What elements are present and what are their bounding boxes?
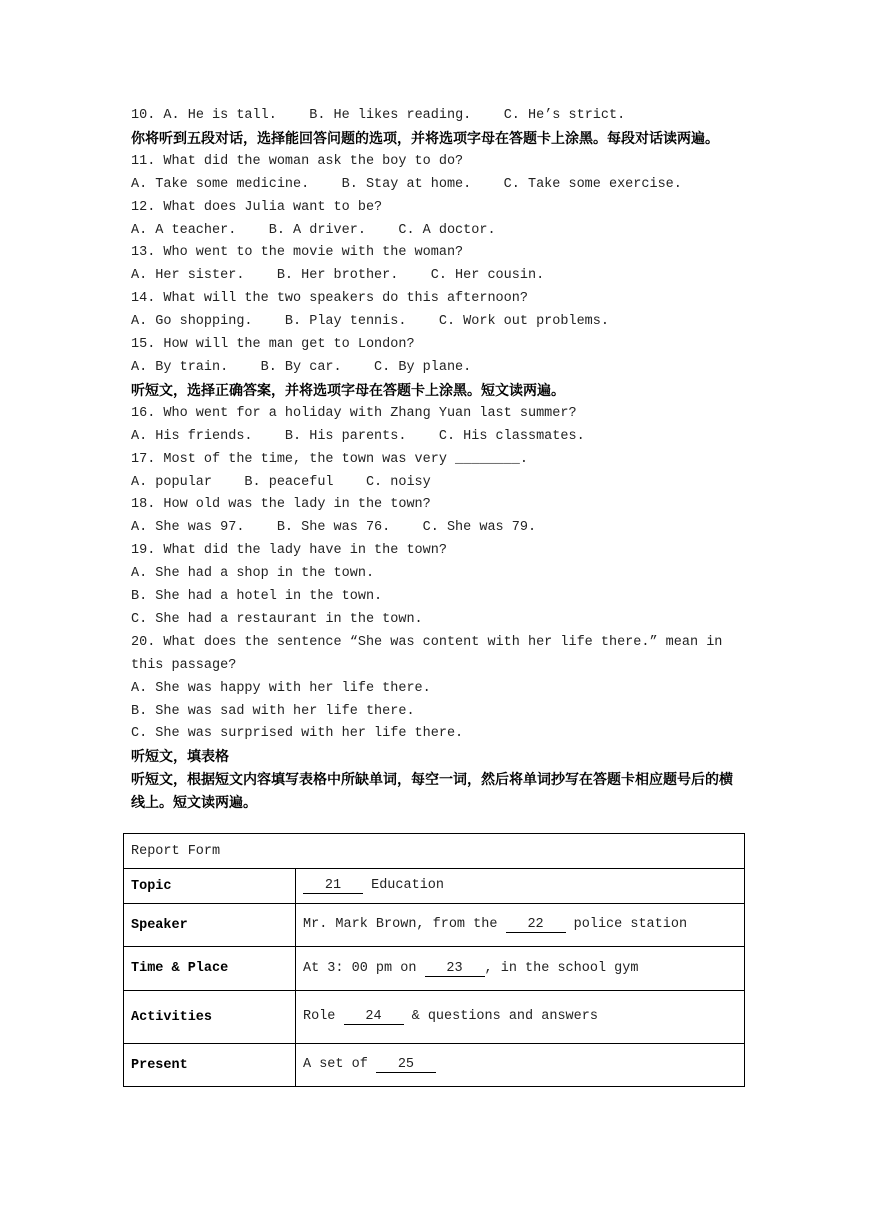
speaker-value: [296, 904, 745, 947]
report-form-title-row: [124, 834, 745, 869]
question-18: 18. How old was the lady in the town?: [131, 497, 431, 513]
report-form-title: Report Form: [124, 834, 745, 869]
activities-value: [296, 991, 745, 1044]
present-label: Present: [124, 1044, 296, 1087]
time-before: At 3: 00 pm on: [303, 960, 425, 976]
question-14: 14. What will the two speakers do this afternoon?: [131, 291, 528, 307]
blank-22: 22: [506, 917, 566, 933]
form-section-title: 听短文，填表格: [131, 749, 229, 766]
question-20-option-c: C. She was surprised with her life there.: [131, 726, 464, 742]
activities-row: [124, 991, 745, 1044]
speaker-label: Speaker: [124, 904, 296, 947]
question-15: 15. How will the man get to London?: [131, 337, 415, 353]
question-13-options: A. Her sister. B. Her brother. C. Her cousin.: [131, 268, 545, 284]
question-19-option-a: A. She had a shop in the town.: [131, 566, 375, 582]
question-15-options: A. By train. B. By car. C. By plane.: [131, 359, 472, 375]
question-10-options: 10. A. He is tall. B. He likes reading. C. He’s strict.: [131, 108, 626, 123]
time-place-row: [124, 947, 745, 991]
question-17-options: A. popular B. peaceful C. noisy: [131, 474, 431, 490]
dialogue-section-instruction: 你将听到五段对话，选择能回答问题的选项，并将选项字母在答题卡上涂黑。每段对话读两遍。: [131, 130, 719, 147]
question-14-options: A. Go shopping. B. Play tennis. C. Work out problems.: [131, 314, 609, 330]
blank-21: 21: [303, 878, 363, 894]
question-17: 17. Most of the time, the town was very ________.: [131, 451, 528, 467]
time-place-value: [296, 947, 745, 991]
question-11-options: A. Take some medicine. B. Stay at home. C. Take some exercise.: [131, 176, 682, 192]
present-value: [296, 1044, 745, 1087]
activities-label: Activities: [124, 991, 296, 1044]
passage-section-instruction: 听短文，选择正确答案，并将选项字母在答题卡上涂黑。短文读两遍。: [131, 382, 565, 399]
topic-value: [296, 869, 745, 904]
topic-after: Education: [363, 878, 445, 893]
question-12-options: A. A teacher. B. A driver. C. A doctor.: [131, 222, 496, 238]
speaker-before: Mr. Mark Brown, from the: [303, 917, 506, 932]
speaker-after: police station: [565, 917, 688, 932]
time-place-label: Time & Place: [124, 947, 296, 991]
question-18-options: A. She was 97. B. She was 76. C. She was 79.: [131, 520, 537, 536]
activities-before: Role: [303, 1009, 344, 1024]
question-20: 20. What does the sentence “She was content with her life there.” mean in this passage?: [131, 634, 731, 673]
topic-label: Topic: [124, 869, 296, 904]
question-16: 16. Who went for a holiday with Zhang Yuan last summer?: [131, 405, 577, 421]
question-19: 19. What did the lady have in the town?: [131, 543, 447, 559]
question-20-option-a: A. She was happy with her life there.: [131, 680, 431, 696]
question-12: 12. What does Julia want to be?: [131, 199, 383, 215]
blank-24: 24: [344, 1009, 404, 1025]
question-content: [131, 105, 741, 815]
question-19-option-b: B. She had a hotel in the town.: [131, 589, 383, 605]
question-19-option-c: C. She had a restaurant in the town.: [131, 611, 423, 627]
blank-25: 25: [376, 1057, 436, 1073]
question-11: 11. What did the woman ask the boy to do?: [131, 153, 464, 169]
report-form-table: [123, 833, 745, 1087]
form-section-instruction: 听短文，根据短文内容填写表格中所缺单词，每空一词，然后将单词抄写在答题卡相应题号后的横线上。短文读两遍。: [131, 772, 733, 812]
present-before: A set of: [303, 1057, 376, 1072]
blank-23: 23: [425, 961, 485, 977]
question-20-option-b: B. She was sad with her life there.: [131, 703, 415, 719]
speaker-row: [124, 904, 745, 947]
question-13: 13. Who went to the movie with the woman?: [131, 245, 464, 261]
present-row: [124, 1044, 745, 1087]
activities-after: & questions and answers: [403, 1009, 598, 1024]
question-16-options: A. His friends. B. His parents. C. His classmates.: [131, 428, 585, 444]
time-after: , in the school gym: [484, 960, 639, 976]
topic-row: [124, 869, 745, 904]
